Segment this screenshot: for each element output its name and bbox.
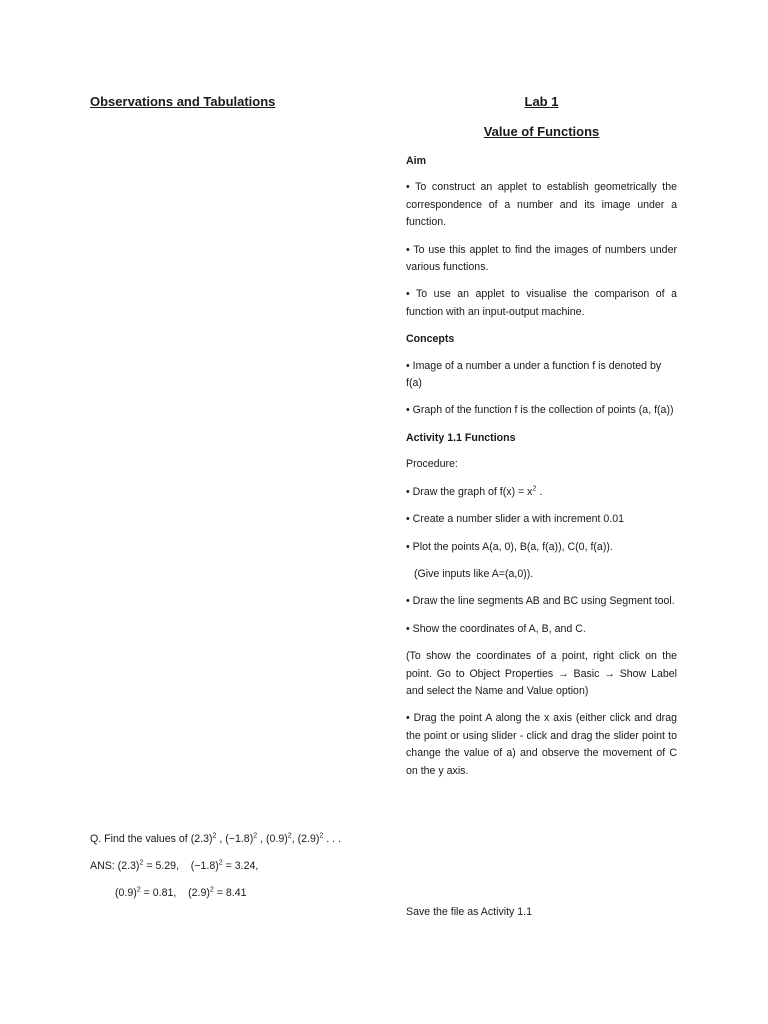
procedure-note: (Give inputs like A=(a,0)). <box>414 567 534 580</box>
question-line: Q. Find the values of $(2.3)^2$ , $(-1.8)^2$ , $(0.9)^2$, $(2.9)^2$ . . . <box>90 832 341 845</box>
concept-item: • Graph of the function f is the collection of points (a, f(a)) <box>406 404 674 417</box>
aim-item: • To use an applet to visualise the comparison of a function with an input-output machine. <box>406 288 677 318</box>
aim-item: • To use this applet to find the images of numbers under various functions. <box>406 243 677 274</box>
lab-subtitle: Value of Functions <box>483 124 600 139</box>
concept-item: • Image of a number a under a function f is denoted by f(a) <box>406 359 662 390</box>
concepts-heading: Concepts <box>406 333 455 346</box>
procedure-step: • Draw the line segments AB and BC using Segment tool. <box>406 595 675 608</box>
procedure-step: • Show the coordinates of A, B, and C. <box>406 622 586 635</box>
procedure-step: • Plot the points A(a, 0), B(a, f(a)), C(0, f(a)). <box>406 540 613 553</box>
save-note: Save the file as Activity 1.1 <box>406 906 533 918</box>
activity-heading: Activity 1.1 Functions <box>406 431 516 444</box>
answer-line: ANS: $(2.3)^2 = 5.29$, $(-1.8)^2 = 3.24$, <box>90 859 259 872</box>
answer-line: $(0.9)^2 = 0.81$, $(2.9)^2 = 8.41$ <box>115 886 247 899</box>
observations-title: Observations and Tabulations <box>90 94 276 109</box>
procedure-step: • Drag the point A along the x axis (either click and drag the point or using slider - click and drag the slider point to change the value of a) and observe the movement of C on the y axis. <box>406 712 677 777</box>
aim-item: • To construct an applet to establish geometrically the correspondence of a number and its image under a function. <box>406 181 677 229</box>
procedure-step: • Draw the graph of $f(x) = x^2$ . <box>406 485 543 498</box>
aim-heading: Aim <box>406 155 427 167</box>
procedure-label: Procedure: <box>406 458 458 471</box>
lab-title: Lab 1 <box>524 94 559 109</box>
lab-content <box>406 153 677 790</box>
procedure-step: • Create a number slider a with increment 0.01 <box>406 513 625 526</box>
procedure-note: (To show the coordinates of a point, right click on the point. Go to Object Properties → Basic → Show Label and select the Name and Value option) <box>406 650 677 697</box>
